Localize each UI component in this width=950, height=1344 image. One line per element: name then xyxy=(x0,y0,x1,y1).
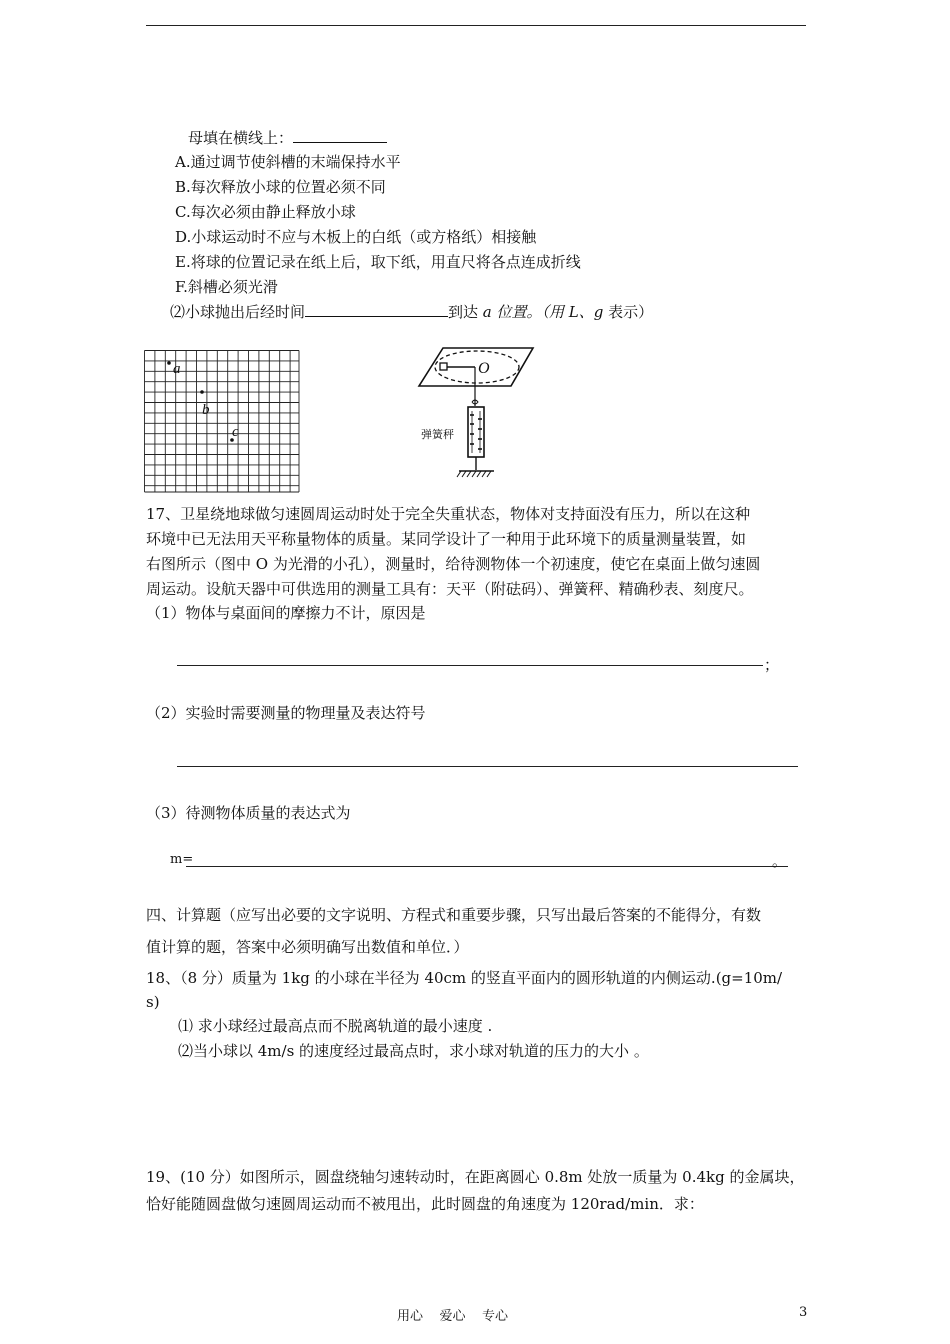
section4-instructions-1: 四、计算题（应写出必要的文字说明、方程式和重要步骤，只写出最后答案的不能得分，有数 xyxy=(146,906,762,924)
q16-part2: ⑵小球抛出后经时间 到达 a 位置。（用 L、g 表示） xyxy=(170,300,653,323)
point-a xyxy=(167,361,171,365)
section4-instructions-2: 值计算的题，答案中必须明确写出数值和单位．） xyxy=(146,938,469,956)
q16-option-a: A.通过调节使斜槽的末端保持水平 xyxy=(175,153,401,171)
q16-option-c: C.每次必须由静止释放小球 xyxy=(175,203,356,221)
q17-line-3: 右图所示（图中 O 为光滑的小孔），测量时，给待测物体一个初速度，使它在桌面上做匀速圆 xyxy=(146,555,761,573)
q17-sub1: （1）物体与桌面间的摩擦力不计，原因是 xyxy=(146,604,426,622)
q17-line-4: 周运动。设航天器中可供选用的测量工具有：天平（附砝码）、弹簧秤、精确秒表、刻度尺。 xyxy=(146,580,754,598)
hole-label: O xyxy=(478,360,490,377)
q17-sub2: （2）实验时需要测量的物理量及表达符号 xyxy=(146,704,426,722)
label-a: a xyxy=(173,361,181,377)
q17-line-2: 环境中已无法用天平称量物体的质量。某同学设计了一种用于此环境下的质量测量装置，如 xyxy=(146,530,747,548)
q18-sub1: ⑴ 求小球经过最高点而不脱离轨道的最小速度 . xyxy=(178,1017,493,1035)
q18-line-2: s) xyxy=(146,993,160,1011)
q17-answer-line-1[interactable] xyxy=(177,665,763,666)
answer-blank[interactable] xyxy=(305,300,448,317)
label-b: b xyxy=(202,402,210,418)
q18-line-1: 18、（8 分）质量为 1kg 的小球在半径为 40cm 的竖直平面内的圆形轨道的内侧运动.(g=10m/ xyxy=(146,969,783,987)
point-b xyxy=(200,390,204,394)
spring-scale-label: 弹簧秤 xyxy=(421,428,454,441)
q16-option-e: E.将球的位置记录在纸上后，取下纸，用直尺将各点连成折线 xyxy=(175,253,581,271)
q17-line-1: 17、卫星绕地球做匀速圆周运动时处于完全失重状态，物体对支持面没有压力，所以在这种 xyxy=(146,505,751,523)
q16-option-b: B.每次释放小球的位置必须不同 xyxy=(175,178,386,196)
q19-line-2: 恰好能随圆盘做匀速圆周运动而不被甩出，此时圆盘的角速度为 120rad/min．求： xyxy=(146,1195,704,1213)
mass-measurement-apparatus-figure xyxy=(415,340,535,480)
q16-option-d: D.小球运动时不应与木板上的白纸（或方格纸）相接触 xyxy=(175,228,537,246)
q17-sub1-end: ； xyxy=(764,656,780,674)
label-c: c xyxy=(232,424,239,440)
trajectory-grid-figure xyxy=(144,350,300,493)
q16-option-f: F.斜槽必须光滑 xyxy=(175,278,278,296)
q17-m-prefix: m= xyxy=(170,852,194,867)
q17-m-end: 。 xyxy=(772,852,788,870)
answer-blank[interactable] xyxy=(293,126,387,143)
q17-answer-line-2[interactable] xyxy=(177,766,798,767)
object-block xyxy=(440,363,447,370)
table-top xyxy=(419,348,533,386)
page-number: 3 xyxy=(799,1305,808,1320)
header-rule xyxy=(146,25,806,26)
q17-sub3: （3）待测物体质量的表达式为 xyxy=(146,804,351,822)
q19-line-1: 19、(10 分）如图所示，圆盘绕轴匀速转动时，在距离圆心 0.8m 处放一质量为 0.4kg 的金属块， xyxy=(146,1168,805,1186)
footer-motto: 用心 爱心 专心 xyxy=(397,1309,509,1324)
q18-sub2: ⑵当小球以 4m/s 的速度经过最高点时，求小球对轨道的压力的大小 。 xyxy=(178,1042,649,1060)
q17-answer-line-3[interactable] xyxy=(186,866,788,867)
q16-fill-prompt: 母填在横线上： xyxy=(188,126,387,149)
